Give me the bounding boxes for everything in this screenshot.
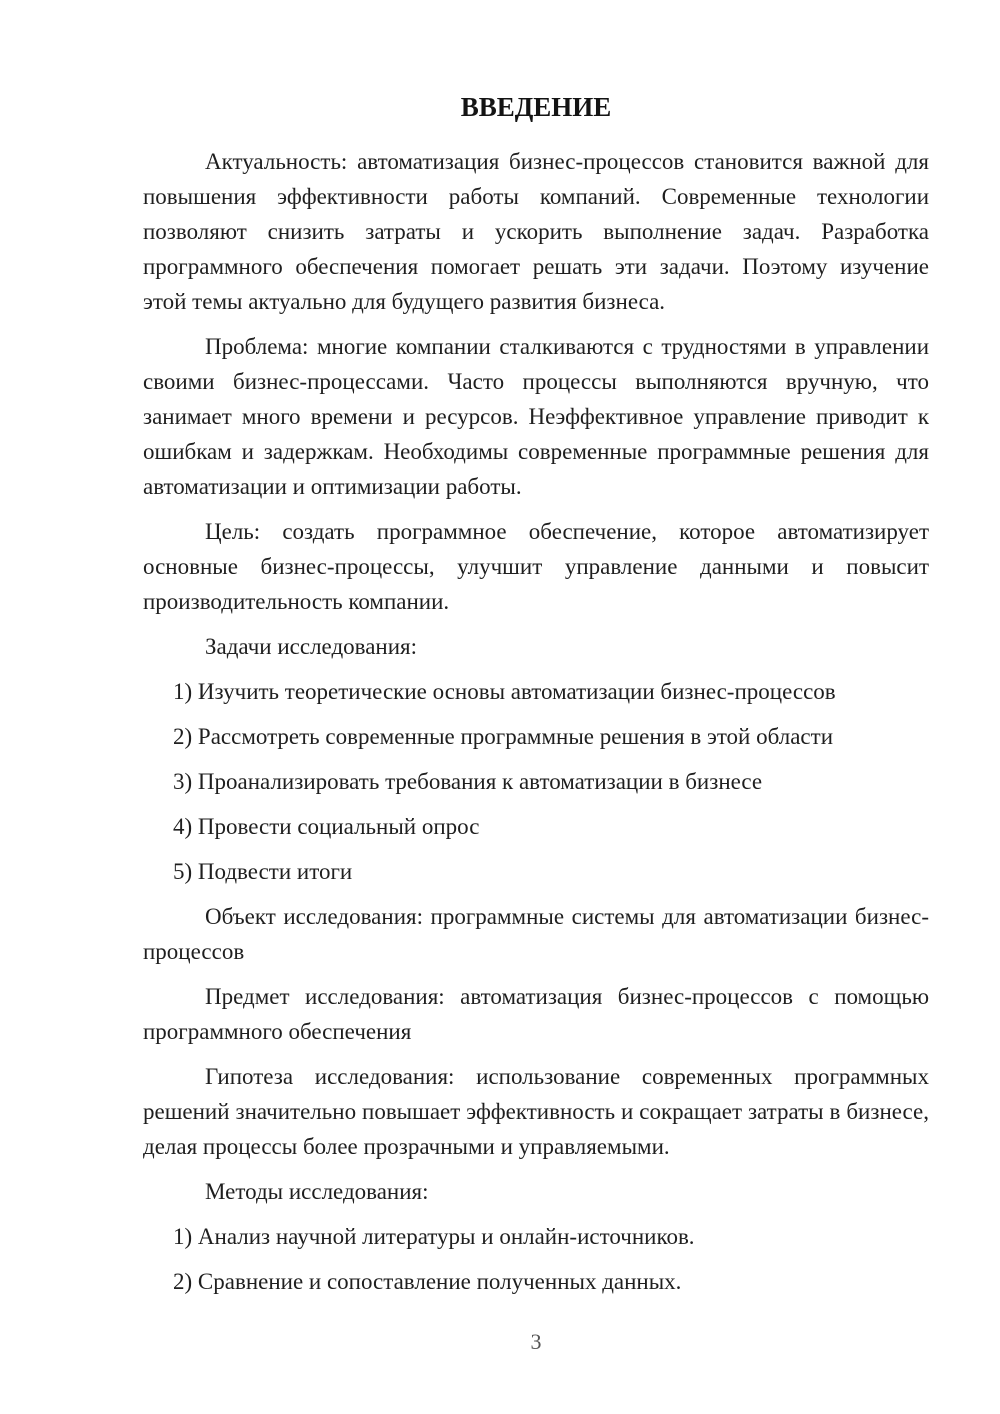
task-item-1: 1) Изучить теоретические основы автоматизации бизнес-процессов [173,679,836,704]
page-number: 3 [530,1329,542,1354]
paragraph-goal: Цель: создать программное обеспечение, которое автоматизирует основные бизнес-процессы, улучшит управление данными и повысит производительность компании. [143,519,929,614]
paragraph-hypothesis: Гипотеза исследования: использование современных программных решений значительно повышает эффективность и сокращает затраты в бизнесе, делая процессы более прозрачными и управляемыми. [143,1064,929,1159]
document-content [143,90,929,1309]
paragraph-relevance: Актуальность: автоматизация бизнес-процессов становится важной для повышения эффективности работы компаний. Современные технологии позволяют снизить затраты и ускорить выполнение задач. Разработка программного обеспечения помогает решать эти задачи. Поэтому изучение этой темы актуально для будущего развития бизнеса. [143,149,929,314]
task-item-3: 3) Проанализировать требования к автоматизации в бизнесе [173,769,763,794]
paragraph-problem: Проблема: многие компании сталкиваются с трудностями в управлении своими бизнес-процессами. Часто процессы выполняются вручную, что занимает много времени и ресурсов. Неэффективное управление приводит к ошибкам и задержкам. Необходимы современные программные решения для автоматизации и оптимизации работы. [143,334,929,499]
task-item-5: 5) Подвести итоги [173,859,353,884]
tasks-heading: Задачи исследования: [205,634,418,659]
method-item-1: 1) Анализ научной литературы и онлайн-источников. [173,1224,695,1249]
task-item-2: 2) Рассмотреть современные программные решения в этой области [173,724,834,749]
page-title: ВВЕДЕНИЕ [460,92,612,122]
task-item-4: 4) Провести социальный опрос [173,814,480,839]
paragraph-object: Объект исследования: программные системы для автоматизации бизнес-процессов [143,904,929,964]
methods-heading: Методы исследования: [205,1179,429,1204]
method-item-2: 2) Сравнение и сопоставление полученных данных. [173,1269,682,1294]
paragraph-subject: Предмет исследования: автоматизация бизнес-процессов с помощью программного обеспечения [143,984,929,1044]
